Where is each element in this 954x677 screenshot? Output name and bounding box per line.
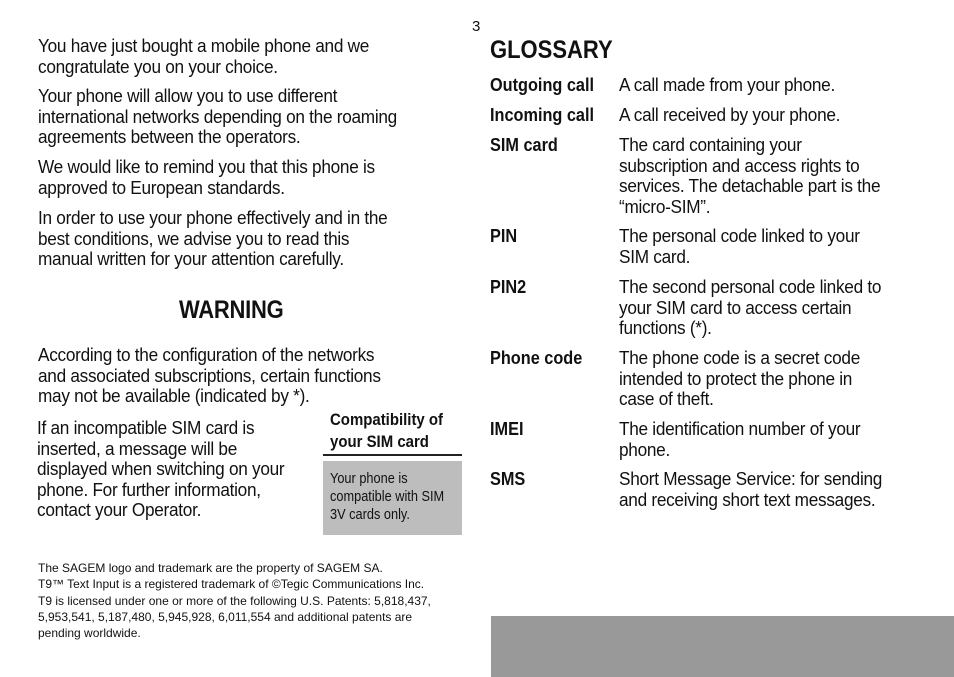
footnote-line: T9™ Text Input is a registered trademark of ©Tegic Communications Inc. bbox=[38, 577, 425, 592]
compatibility-title: Compatibility of your SIM card bbox=[330, 410, 444, 451]
intro-paragraph-2: Your phone will allow you to use different international networks depending on the roaming agreements between the operators. bbox=[38, 85, 397, 147]
footnote-line: pending worldwide. bbox=[38, 626, 141, 641]
glossary-definition-phone-code: The phone code is a secret code intended to protect the phone in case of theft. bbox=[619, 347, 860, 409]
glossary-definition-pin2: The second personal code linked to your SIM card to access certain functions (*). bbox=[619, 276, 882, 338]
incompatible-sim-text: If an incompatible SIM card is inserted, a message will be displayed when switching on your phone. For further information, contact your Operator. bbox=[37, 417, 285, 520]
glossary-term-incoming-call: Incoming call bbox=[490, 104, 595, 125]
glossary-term-sim-card: SIM card bbox=[490, 134, 558, 155]
footnotes bbox=[38, 560, 458, 641]
glossary-definition-pin: The personal code linked to your SIM card. bbox=[619, 225, 860, 267]
glossary-term-outgoing-call: Outgoing call bbox=[490, 74, 595, 95]
glossary-term-phone-code: Phone code bbox=[490, 347, 583, 368]
compatibility-box bbox=[323, 461, 462, 535]
glossary-definition-outgoing-call: A call made from your phone. bbox=[619, 74, 835, 95]
glossary-definition-imei: The identification number of your phone. bbox=[619, 418, 861, 460]
glossary-definition-sms: Short Message Service: for sending and receiving short text messages. bbox=[619, 468, 883, 510]
intro-paragraph-4: In order to use your phone effectively and in the best conditions, we advise you to read this manual written for your attention carefully. bbox=[38, 207, 388, 269]
warning-heading: WARNING bbox=[179, 296, 284, 324]
footnote-line: 5,953,541, 5,187,480, 5,945,928, 6,011,554 and additional patents are bbox=[38, 609, 413, 624]
glossary-term-pin2: PIN2 bbox=[490, 276, 527, 297]
footnote-line: The SAGEM logo and trademark are the property of SAGEM SA. bbox=[38, 561, 383, 575]
glossary-definition-incoming-call: A call received by your phone. bbox=[619, 104, 841, 125]
page-number: 3 bbox=[472, 18, 481, 35]
glossary-heading: GLOSSARY bbox=[490, 36, 613, 64]
glossary-term-sms: SMS bbox=[490, 468, 526, 489]
footnote-line: T9 is licensed under one or more of the following U.S. Patents: 5,818,437, bbox=[38, 593, 431, 608]
compatibility-divider bbox=[323, 454, 462, 456]
intro-paragraph-1: You have just bought a mobile phone and we congratulate you on your choice. bbox=[38, 35, 370, 77]
glossary-definition-sim-card: The card containing your subscription and access rights to services. The detachable part is the “micro-SIM”. bbox=[619, 134, 881, 217]
warning-text: According to the configuration of the networks and associated subscriptions, certain functions may not be available (indicated by *). bbox=[38, 344, 381, 406]
gray-footer-bar bbox=[491, 616, 954, 677]
compatibility-text: Your phone is compatible with SIM 3V cards only. bbox=[330, 471, 445, 523]
glossary-term-imei: IMEI bbox=[490, 418, 524, 439]
intro-paragraph-3: We would like to remind you that this phone is approved to European standards. bbox=[38, 156, 375, 198]
glossary-term-pin: PIN bbox=[490, 225, 518, 246]
